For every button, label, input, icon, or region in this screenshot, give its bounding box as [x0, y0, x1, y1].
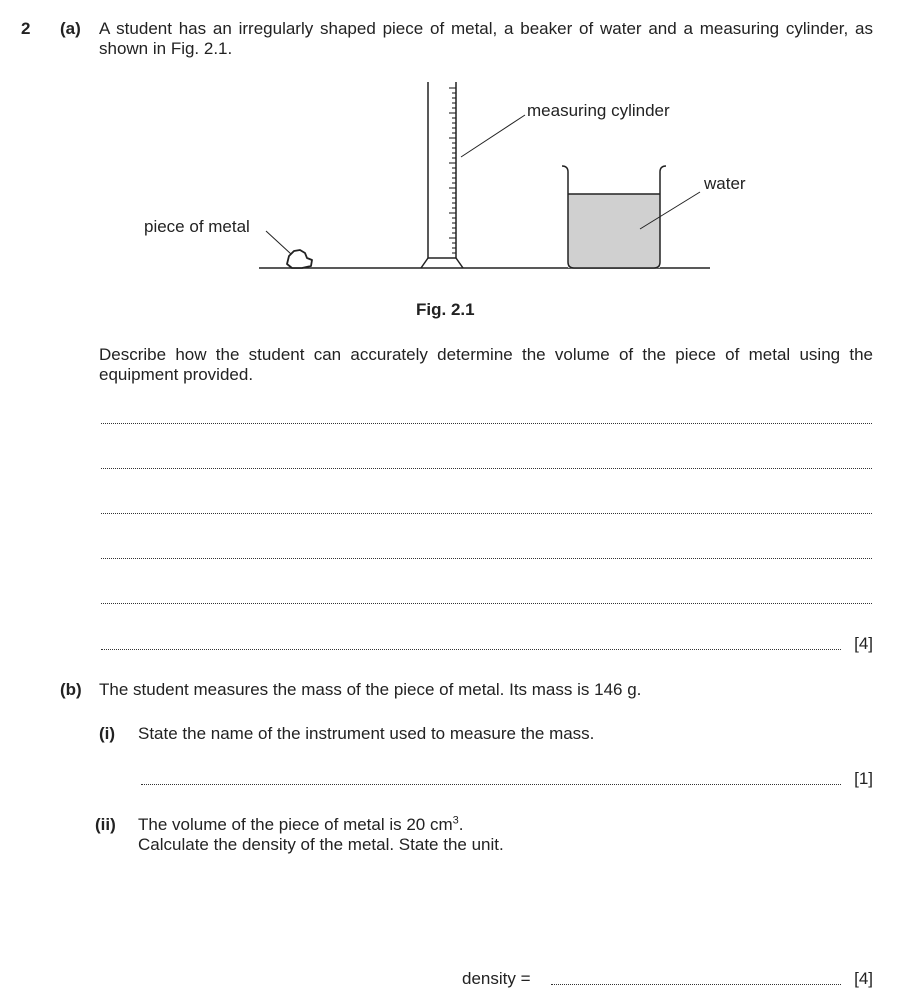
- part-b-ii-label: (ii): [95, 815, 116, 834]
- answer-line-b-i[interactable]: [141, 784, 841, 785]
- metal-leader-line: [266, 231, 291, 254]
- part-b-ii-line1-text: The volume of the piece of metal is 20 cm: [138, 815, 453, 834]
- label-piece-of-metal: piece of metal: [144, 217, 250, 236]
- part-b-i-marks: [1]: [854, 769, 873, 788]
- part-b-ii-line1: [138, 815, 464, 835]
- measuring-cylinder: [421, 82, 463, 268]
- answer-line-a2[interactable]: [101, 468, 872, 469]
- part-a-label: (a): [60, 19, 81, 38]
- density-label: density =: [462, 969, 531, 988]
- question-number: 2: [21, 19, 31, 38]
- cubed-superscript: 3: [452, 814, 459, 827]
- answer-line-a1[interactable]: [101, 423, 872, 424]
- part-b-ii-line1-end: .: [458, 815, 464, 834]
- part-b-intro: The student measures the mass of the piece of metal. Its mass is 146 g.: [99, 680, 642, 699]
- label-water: water: [704, 174, 746, 193]
- part-b-label: (b): [60, 680, 82, 699]
- part-b-ii-line2: Calculate the density of the metal. State the unit.: [138, 835, 504, 854]
- metal-piece: [287, 250, 312, 268]
- cylinder-leader-line: [461, 115, 525, 157]
- answer-line-a3[interactable]: [101, 513, 872, 514]
- figure-caption: Fig. 2.1: [416, 300, 475, 319]
- label-measuring-cylinder: measuring cylinder: [527, 101, 670, 120]
- part-b-ii-marks: [4]: [854, 969, 873, 988]
- part-a-marks: [4]: [854, 634, 873, 653]
- part-a-intro: A student has an irregularly shaped piece of metal, a beaker of water and a measuring cylinder, as shown in Fig. 2.1.: [99, 19, 873, 58]
- density-answer-line[interactable]: [551, 984, 841, 985]
- part-b-i-label: (i): [99, 724, 116, 743]
- answer-line-a4[interactable]: [101, 558, 872, 559]
- answer-line-a6[interactable]: [101, 649, 841, 650]
- water: [568, 194, 660, 268]
- part-b-i-prompt: State the name of the instrument used to measure the mass.: [138, 724, 595, 743]
- cylinder-graduations: [449, 88, 456, 253]
- answer-line-a5[interactable]: [101, 603, 872, 604]
- part-a-prompt: Describe how the student can accurately determine the volume of the piece of metal using the equipment provided.: [99, 345, 873, 384]
